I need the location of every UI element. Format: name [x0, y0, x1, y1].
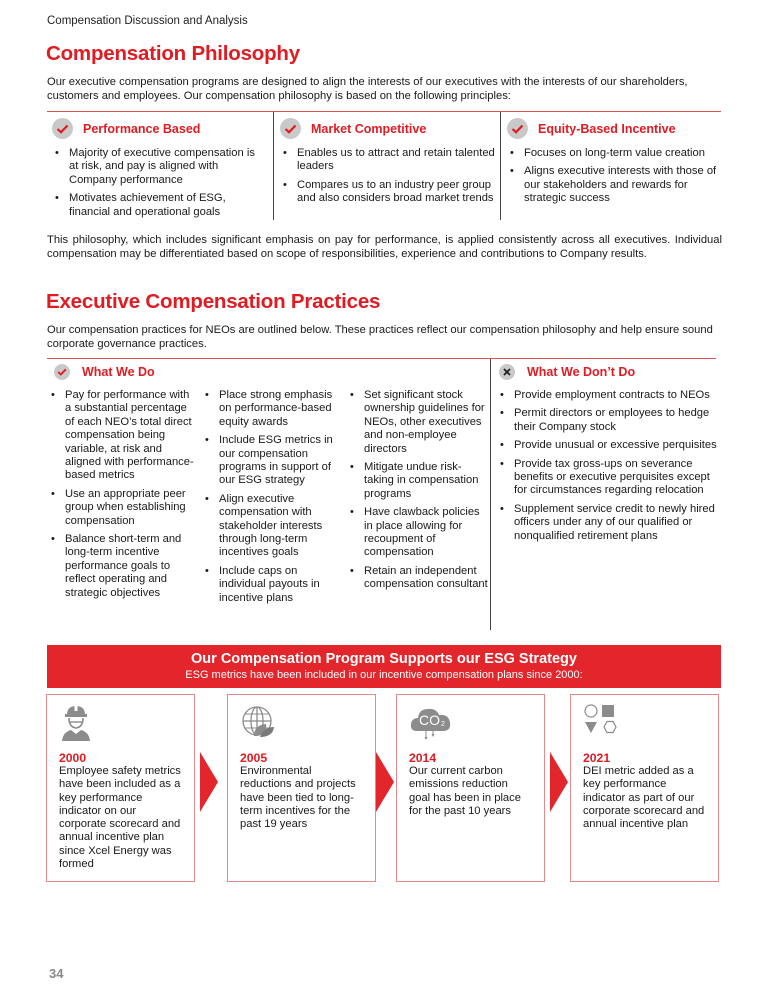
- list-item: • Compares us to an industry peer group and also considers broad market trends: [280, 179, 495, 206]
- principle-market-competitive: [280, 118, 495, 211]
- safety-worker-icon: [59, 703, 182, 743]
- list-item: • Provide tax gross-ups on severance benefits or executive perquisites except for circumstances regarding relocation: [497, 458, 717, 498]
- principle-list: [52, 147, 267, 219]
- list-item: • Align executive compensation with stakeholder interests through long-term incentives goals: [202, 493, 347, 560]
- running-head: Compensation Discussion and Analysis: [47, 15, 248, 27]
- co2-label: CO: [419, 712, 440, 728]
- column-divider: [500, 112, 501, 220]
- check-icon: [507, 118, 528, 139]
- esg-banner: [47, 645, 721, 688]
- timeline-year: 2021: [583, 751, 611, 765]
- co2-cloud-icon: [409, 703, 453, 743]
- list-item: • Retain an independent compensation consultant: [347, 565, 489, 592]
- column-divider: [273, 112, 274, 220]
- list-item: • Provide employment contracts to NEOs: [497, 389, 717, 402]
- co2-subscript: 2: [441, 721, 445, 728]
- check-icon: [280, 118, 301, 139]
- philosophy-top-rule: [47, 111, 721, 112]
- principle-header: [507, 118, 722, 139]
- timeline-year: 2005: [240, 751, 268, 765]
- timeline-arrow-icon: [200, 752, 218, 812]
- timeline-text: DEI metric added as a key performance indicator as part of our corporate scorecard and annual incentive plan: [583, 765, 705, 831]
- what-we-do-list-col1: [48, 389, 198, 605]
- timeline-arrow-icon: [550, 752, 568, 812]
- list-item: • Motivates achievement of ESG, financial and operational goals: [52, 192, 267, 219]
- principle-title: Performance Based: [83, 121, 201, 136]
- list-item: • Majority of executive compensation is at risk, and pay is aligned with Company performance: [52, 147, 267, 187]
- check-icon: [52, 118, 73, 139]
- list-item: • Provide unusual or excessive perquisites: [497, 439, 717, 452]
- principle-equity-based-incentive: [507, 118, 722, 211]
- practices-top-rule: [47, 358, 716, 359]
- principle-performance-based: [52, 118, 267, 224]
- timeline-year: 2000: [59, 751, 87, 765]
- principle-list: [280, 147, 495, 206]
- philosophy-intro: Our executive compensation programs are designed to align the interests of our executives with the interests of our shareholders, customers and employees. Our compensation philosophy is based on the following principles:: [47, 76, 688, 102]
- what-we-dont-do-header: [499, 364, 635, 380]
- list-item: • Aligns executive interests with those of our stakeholders and rewards for strategic success: [507, 165, 722, 205]
- list-item: • Include caps on individual payouts in incentive plans: [202, 565, 347, 605]
- philosophy-closing: This philosophy, which includes significant emphasis on pay for performance, is applied consistently across all executives. Individual compensation may be differentiated based on scope of responsibilities, experience and contributions to Company results.: [47, 234, 722, 260]
- esg-banner-subtitle: ESG metrics have been included in our incentive compensation plans since 2000:: [185, 669, 583, 681]
- principle-title: Equity-Based Incentive: [538, 121, 676, 136]
- what-we-do-list-col2: [202, 389, 347, 610]
- principle-list: [507, 147, 722, 206]
- list-item: • Focuses on long-term value creation: [507, 147, 722, 160]
- timeline-card-2000: [46, 694, 195, 882]
- timeline-card-2005: [227, 694, 376, 882]
- list-item: • Have clawback policies in place allowing for recoupment of compensation: [347, 506, 489, 560]
- list-item: • Include ESG metrics in our compensation programs in support of our ESG strategy: [202, 434, 347, 488]
- practices-intro: Our compensation practices for NEOs are outlined below. These practices reflect our compensation philosophy and help ensure sound corporate governance practices.: [47, 324, 713, 350]
- what-we-do-title: What We Do: [82, 365, 155, 379]
- timeline-text: Employee safety metrics have been included as a key performance indicator on our corporate scorecard and annual incentive plan since Xcel Energy was formed: [59, 765, 181, 871]
- timeline-year: 2014: [409, 751, 437, 765]
- esg-banner-title: Our Compensation Program Supports our ESG Strategy: [191, 651, 577, 667]
- what-we-do-header: [54, 364, 155, 380]
- principle-title: Market Competitive: [311, 121, 427, 136]
- list-item: • Enables us to attract and retain talented leaders: [280, 147, 495, 174]
- list-item: • Balance short-term and long-term incentive performance goals to reflect operating and strategic objectives: [48, 533, 198, 600]
- shapes-dei-icon: [583, 703, 706, 743]
- what-we-dont-do-list: [497, 389, 717, 548]
- check-icon: [54, 364, 70, 380]
- globe-leaf-icon: [240, 703, 363, 743]
- list-item: • Permit directors or employees to hedge their Company stock: [497, 407, 717, 434]
- list-item: • Mitigate undue risk-taking in compensation programs: [347, 461, 489, 501]
- list-item: • Pay for performance with a substantial percentage of each NEO’s total direct compensation being variable, at risk and aligned with performance-based metrics: [48, 389, 198, 483]
- x-icon: [499, 364, 515, 380]
- timeline-text: Our current carbon emissions reduction goal has been in place for the past 10 years: [409, 765, 521, 817]
- timeline-text: Environmental reductions and projects have been tied to long-term incentives for the past 19 years: [240, 765, 356, 831]
- timeline-card-2014: [396, 694, 545, 882]
- what-we-do-list-col3: [347, 389, 489, 597]
- list-item: • Supplement service credit to newly hired officers under any of our qualified or nonqualified retirement plans: [497, 503, 717, 543]
- principle-header: [280, 118, 495, 139]
- list-item: • Set significant stock ownership guidelines for NEOs, other executives and non-employee directors: [347, 389, 489, 456]
- list-item: • Use an appropriate peer group when establishing compensation: [48, 488, 198, 528]
- practices-title: Executive Compensation Practices: [46, 290, 381, 313]
- principle-header: [52, 118, 267, 139]
- what-we-dont-do-title: What We Don’t Do: [527, 365, 636, 379]
- philosophy-title: Compensation Philosophy: [46, 42, 300, 65]
- timeline-card-2021: [570, 694, 719, 882]
- page-number: 34: [49, 966, 64, 981]
- list-item: • Place strong emphasis on performance-based equity awards: [202, 389, 347, 429]
- do-dont-divider: [490, 359, 491, 630]
- timeline-arrow-icon: [376, 752, 394, 812]
